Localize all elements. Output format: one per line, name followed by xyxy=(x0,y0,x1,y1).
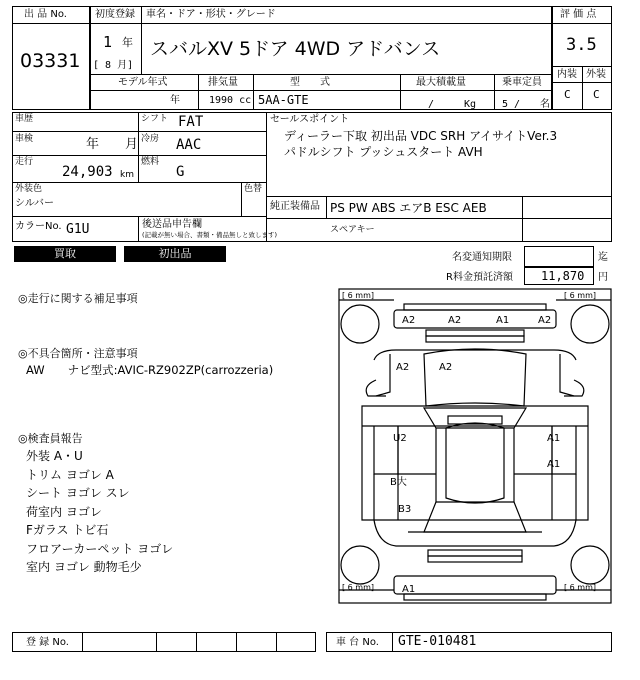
inspector-heading: ◎検査員報告 xyxy=(18,432,83,445)
ext-color: シルバー xyxy=(15,198,55,209)
lot-number: 03331 xyxy=(20,50,81,72)
mileage-unit: km xyxy=(120,170,134,180)
car-name: スバルXV 5ドア 4WD アドバンス xyxy=(150,38,441,60)
report-line: Fガラス トビ石 xyxy=(26,523,109,537)
capacity-label: 乗車定員 xyxy=(502,77,542,88)
mark-left-door: U2 xyxy=(393,433,407,444)
ac-label: 冷房 xyxy=(141,134,160,144)
documents-note: (記載が無い場合、書類・備品無しと致します) xyxy=(142,231,278,239)
interior-grade: C xyxy=(564,88,571,101)
sales-points-label: セールスポイント xyxy=(270,114,350,125)
report-line: フロアーカーペット ヨゴレ xyxy=(26,541,174,556)
mark-left-rear-upper: B大 xyxy=(390,477,407,488)
running-heading: ◎走行に関する補足事項 xyxy=(18,292,138,305)
mark-hood-left: A2 xyxy=(396,362,410,373)
interior-label: 内装 xyxy=(557,69,577,80)
exterior-grade: C xyxy=(593,88,600,101)
name-change-box xyxy=(524,246,594,267)
mark-front-4: A2 xyxy=(538,315,552,326)
fuel-label: 燃料 xyxy=(141,157,160,167)
score-label: 評 価 点 xyxy=(560,9,597,20)
report-line: シート ヨゴレ スレ xyxy=(26,486,130,500)
mark-rear-bumper: A1 xyxy=(402,584,416,595)
report-line: 外装 A・U xyxy=(26,449,83,463)
color-no-label: カラーNo. xyxy=(15,221,62,232)
history-label: 車歴 xyxy=(15,114,34,124)
mark-front-3: A1 xyxy=(496,315,510,326)
recycle-value: 11,870 xyxy=(541,269,585,283)
year-unit: 年 xyxy=(122,36,133,49)
ac: AAC xyxy=(176,137,202,153)
mark-right-front-door: A1 xyxy=(547,433,561,444)
report-line: 荷室内 ヨゴレ xyxy=(26,504,102,519)
documents-value: スペアキー xyxy=(330,225,375,235)
first-reg-label: 初度登録 xyxy=(95,9,135,20)
mark-right-rear-door: A1 xyxy=(547,459,561,470)
mark-left-rear-lower: B3 xyxy=(398,504,412,515)
sales-point-1: ディーラー下取 初出品 VDC SRH アイサイトVer.3 xyxy=(284,129,558,143)
max-load: / Kg xyxy=(428,99,477,110)
sales-point-2: パドルシフト プッシュスタート AVH xyxy=(284,145,483,159)
fuel: G xyxy=(176,164,185,180)
chassis-label: 車 台 No. xyxy=(336,637,379,648)
first-reg-year: 1 xyxy=(103,33,113,51)
mileage: 24,903 xyxy=(62,164,113,180)
tire-rear-left: [ 6 mm] xyxy=(342,583,375,592)
repaint-label: 色替 xyxy=(244,184,263,194)
report-line: トリム ヨゴレ A xyxy=(26,467,114,482)
car-damage-diagram xyxy=(338,288,612,604)
model-year-label: モデル年式 xyxy=(118,77,168,88)
tire-rear-right: [ 6 mm] xyxy=(564,583,597,592)
model-code-label: 型 式 xyxy=(290,77,330,88)
capacity: 5 / 名 xyxy=(502,99,551,110)
tire-front-right: [ 6 mm] xyxy=(564,291,597,300)
documents-label: 後送品申告欄 xyxy=(142,219,202,230)
shift: FAT xyxy=(178,114,204,130)
displacement-label: 排気量 xyxy=(208,77,238,88)
chassis-number: GTE-010481 xyxy=(398,634,477,649)
displacement: 1990 cc xyxy=(209,95,252,106)
model-year-unit: 年 xyxy=(170,95,180,106)
recycle-unit: 円 xyxy=(598,272,608,283)
tire-front-left: [ 6 mm] xyxy=(342,291,375,300)
inspection-label: 車検 xyxy=(15,134,34,144)
mark-hood-right: A2 xyxy=(439,362,453,373)
lot-label: 出 品 No. xyxy=(24,9,67,20)
first-reg-month: [ 8 月] xyxy=(93,60,134,71)
inspector-report-list xyxy=(26,447,326,577)
shift-label: シフト xyxy=(141,114,169,124)
score: 3.5 xyxy=(566,35,597,55)
mark-front-1: A2 xyxy=(402,315,416,326)
recycle-label: R料金預託済額 xyxy=(446,272,513,283)
defect-line: AW ナビ型式:AVIC-RZ902ZP(carrozzeria) xyxy=(26,363,274,377)
car-name-label: 車名・ドア・形状・グレード xyxy=(146,9,276,20)
registration-label: 登 録 No. xyxy=(26,637,69,648)
max-load-label: 最大積載量 xyxy=(416,77,466,88)
name-change-label: 名変通知期限 xyxy=(452,252,512,263)
first-listing-badge: 初出品 xyxy=(124,246,226,262)
inspection-value: 年 月 xyxy=(86,137,139,152)
mark-front-2: A2 xyxy=(448,315,462,326)
report-line: 室内 ヨゴレ 動物毛少 xyxy=(26,560,142,574)
defects-heading: ◎不具合箇所・注意事項 xyxy=(18,347,138,360)
name-change-unit: 迄 xyxy=(598,252,608,263)
ext-color-label: 外装色 xyxy=(15,184,43,194)
equipment-label: 純正装備品 xyxy=(270,201,320,212)
color-no: G1U xyxy=(66,222,90,237)
exterior-label: 外装 xyxy=(586,69,606,80)
buy-badge: 買取 xyxy=(14,246,116,262)
mileage-label: 走行 xyxy=(15,157,34,167)
model-code: 5AA-GTE xyxy=(258,93,309,107)
equipment: PS PW ABS エアB ESC AEB xyxy=(330,201,487,215)
